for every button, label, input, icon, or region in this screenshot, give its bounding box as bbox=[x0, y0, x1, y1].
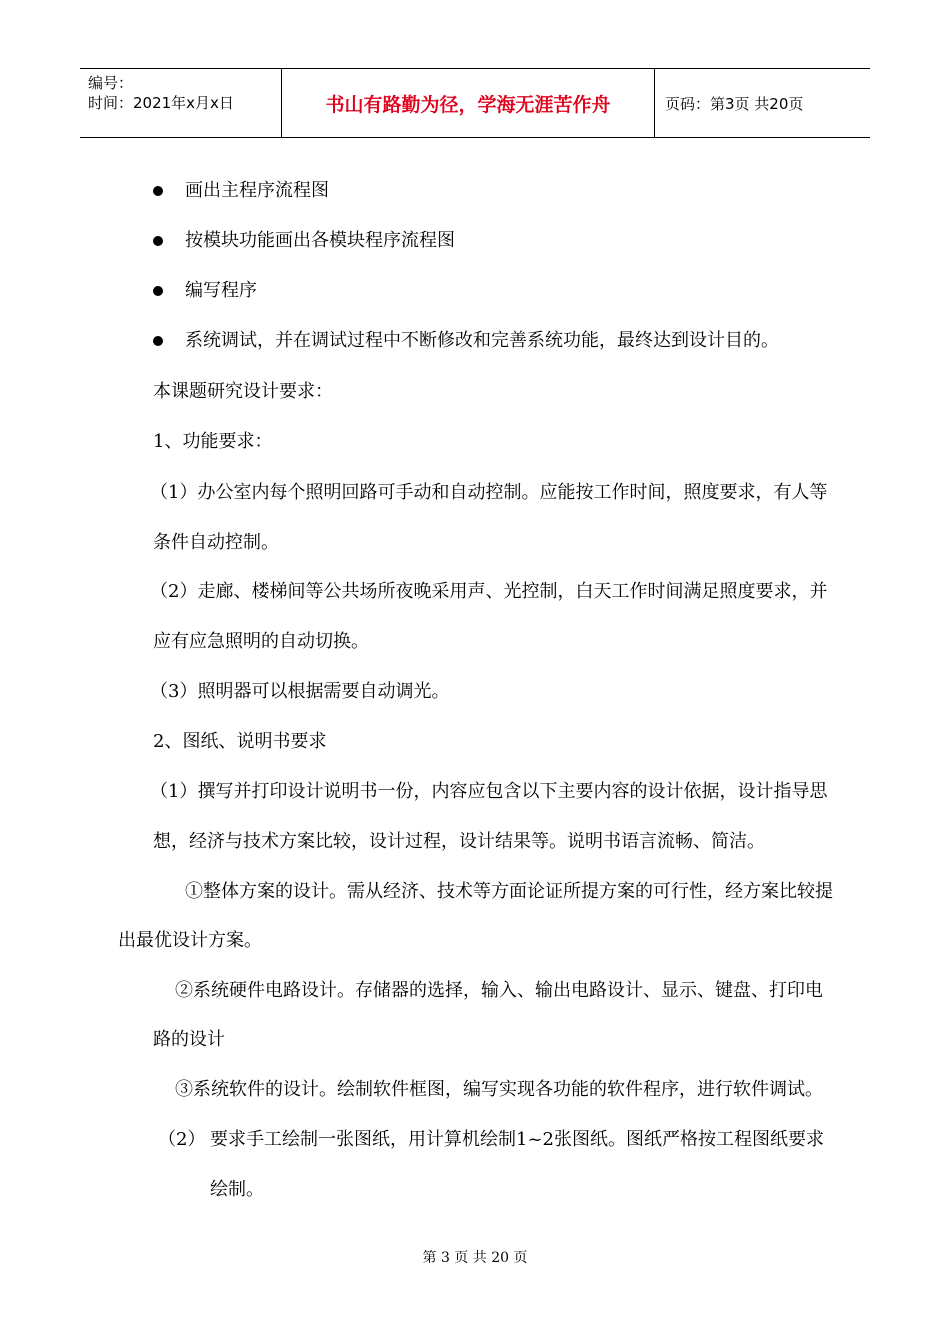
func-2-line-2: 应有应急照明的自动切换。 bbox=[153, 631, 369, 652]
sub-3-line: ③系统软件的设计。绘制软件框图，编写实现各功能的软件程序，进行软件调试。 bbox=[175, 1079, 823, 1100]
doc-2-line-2: 绘制。 bbox=[210, 1179, 264, 1200]
doc-1-line-1: （1）撰写并打印设计说明书一份，内容应包含以下主要内容的设计依据，设计指导思 bbox=[150, 781, 828, 802]
bullet-icon bbox=[153, 236, 163, 246]
bullet-icon bbox=[153, 186, 163, 196]
header-page-info: 页码：第3页 共20页 bbox=[665, 94, 804, 113]
bullet-item-3: 编写程序 bbox=[185, 280, 257, 301]
func-1-line-1: （1）办公室内每个照明回路可手动和自动控制。应能按工作时间，照度要求，有人等 bbox=[150, 482, 828, 503]
sub-2-line-2: 路的设计 bbox=[153, 1029, 225, 1050]
doc-1-line-2: 想，经济与技术方案比较，设计过程，设计结果等。说明书语言流畅、简洁。 bbox=[153, 831, 765, 852]
sub-1-line-2: 出最优设计方案。 bbox=[118, 930, 262, 951]
func-title: 1、功能要求： bbox=[153, 431, 273, 452]
requirements-title: 本课题研究设计要求： bbox=[153, 381, 333, 402]
bullet-item-1: 画出主程序流程图 bbox=[185, 180, 329, 201]
bullet-icon bbox=[153, 286, 163, 296]
page-footer: 第 3 页 共 20 页 bbox=[422, 1250, 528, 1266]
sub-2-line-1: ②系统硬件电路设计。存储器的选择，输入、输出电路设计、显示、键盘、打印电 bbox=[175, 980, 823, 1001]
func-1-line-2: 条件自动控制。 bbox=[153, 532, 279, 553]
doc-title: 2、图纸、说明书要求 bbox=[153, 731, 327, 752]
func-2-line-1: （2）走廊、楼梯间等公共场所夜晚采用声、光控制，白天工作时间满足照度要求，并 bbox=[150, 581, 828, 602]
header-time-label: 时间：2021年x月x日 bbox=[88, 94, 234, 112]
func-3-line: （3）照明器可以根据需要自动调光。 bbox=[150, 681, 450, 702]
header-motto: 书山有路勤为径，学海无涯苦作舟 bbox=[282, 69, 655, 137]
header-meta bbox=[80, 69, 282, 137]
page-header bbox=[80, 68, 870, 138]
header-number-label: 编号： bbox=[88, 74, 134, 92]
bullet-icon bbox=[153, 336, 163, 346]
sub-1-line-1: ①整体方案的设计。需从经济、技术等方面论证所提方案的可行性，经方案比较提 bbox=[185, 881, 833, 902]
bullet-item-4: 系统调试，并在调试过程中不断修改和完善系统功能，最终达到设计目的。 bbox=[185, 330, 779, 351]
doc-2-line-1: 要求手工绘制一张图纸，用计算机绘制1~2张图纸。图纸严格按工程图纸要求 bbox=[210, 1129, 824, 1150]
doc-2-number: （2） bbox=[158, 1129, 206, 1150]
bullet-item-2: 按模块功能画出各模块程序流程图 bbox=[185, 230, 455, 251]
